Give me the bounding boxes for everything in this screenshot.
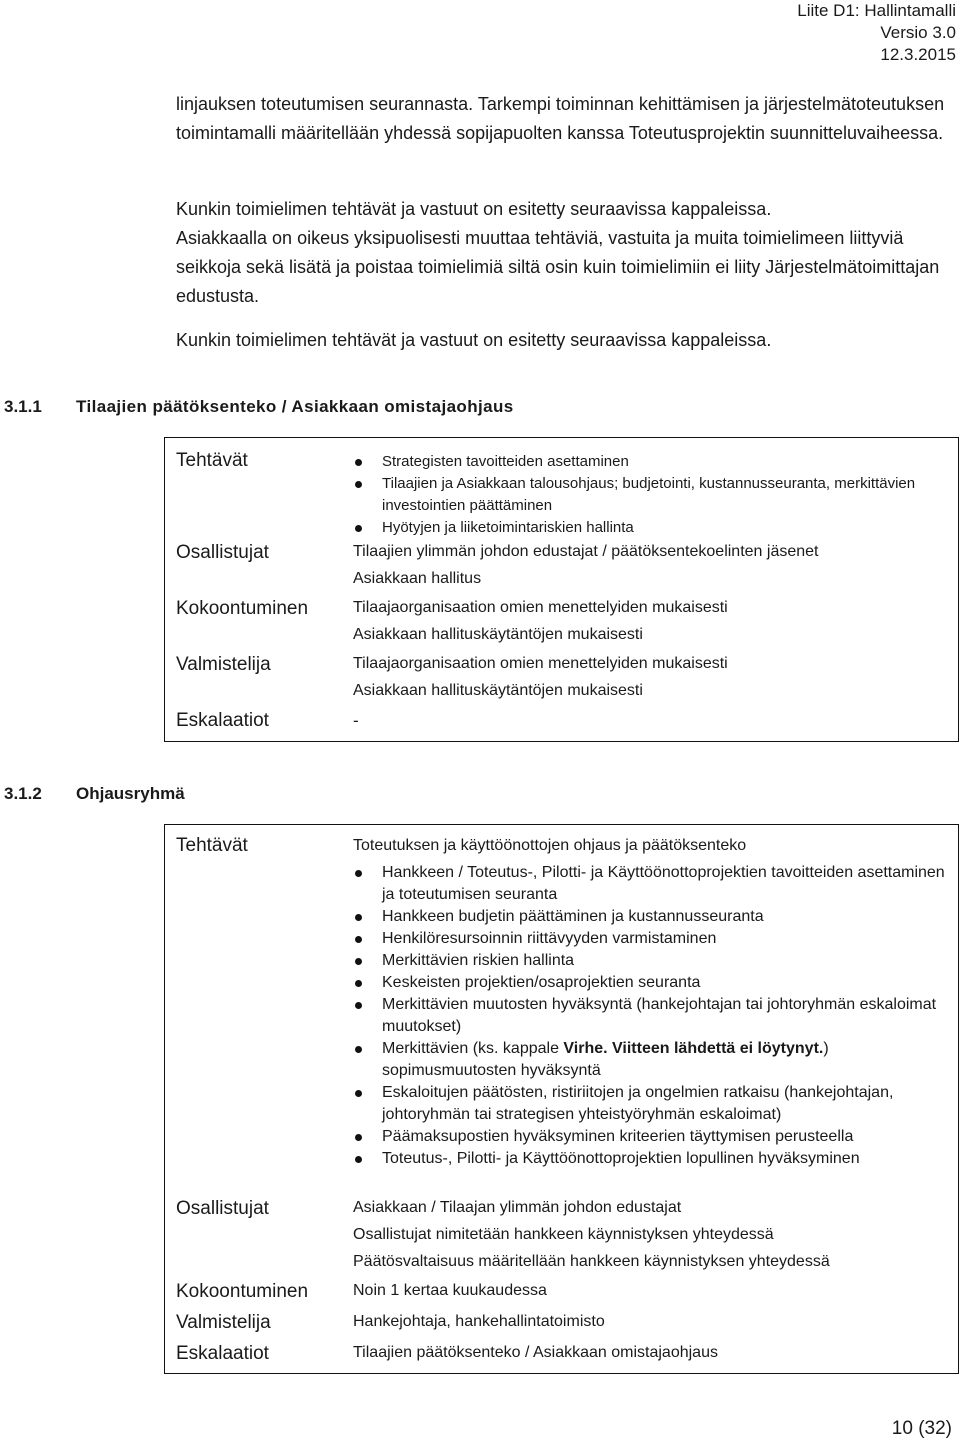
- label-osallistujat: Osallistujat: [176, 1198, 269, 1219]
- value-line: Noin 1 kertaa kuukaudessa: [353, 1282, 547, 1299]
- value-line: Tilaajaorganisaation omien menettelyiden mukaisesti: [353, 655, 728, 672]
- section-title: Ohjausryhmä: [76, 784, 185, 803]
- page-number: 10 (32): [891, 1418, 952, 1439]
- value-line: Osallistujat nimitetään hankkeen käynnistyksen yhteydessä: [353, 1226, 774, 1243]
- list-item: Toteutus-, Pilotti- ja Käyttöönottoprojektien lopullinen hyväksyminen: [353, 1148, 950, 1170]
- eskalaatiot-value: -: [353, 711, 359, 730]
- list-item: [353, 1038, 950, 1082]
- value-line: Tilaajaorganisaation omien menettelyiden mukaisesti: [353, 599, 728, 616]
- list-item: Hankkeen budjetin päättäminen ja kustannusseuranta: [353, 906, 950, 928]
- kokoontuminen-values: [353, 594, 950, 648]
- osallistujat-values: [353, 1194, 950, 1275]
- osallistujat-values: [353, 538, 950, 592]
- label-valmistelija: Valmistelija: [176, 1312, 271, 1333]
- paragraph-1: linjauksen toteutumisen seurannasta. Tarkempi toiminnan kehittämisen ja järjestelmätoteutuksen toimintamalli määritellään yhdessä sopijapuolten kanssa Toteutusprojektin suunnitteluvaiheessa.: [176, 94, 945, 143]
- reference-error: Virhe. Viitteen lähdettä ei löytynyt.: [563, 1040, 824, 1057]
- governance-table-2: [164, 824, 959, 1374]
- label-tehtavat: Tehtävät: [176, 835, 248, 856]
- governance-table-1: [164, 437, 959, 742]
- valmistelija-values: [353, 650, 950, 704]
- label-kokoontuminen: Kokoontuminen: [176, 1281, 309, 1302]
- value-line: Asiakkaan / Tilaajan ylimmän johdon edustajat: [353, 1199, 682, 1216]
- valmistelija-values: [353, 1308, 950, 1335]
- paragraph-3: Asiakkaalla on oikeus yksipuolisesti muuttaa tehtäviä, vastuita ja muita toimielimeen liittyviä seikkoja sekä lisätä ja poistaa toimielimiä siltä osin kuin toimielimiin ei liity Järjestelmätoimittajan edustusta.: [176, 228, 940, 306]
- header-date: 12.3.2015: [880, 45, 956, 64]
- value-line: Asiakkaan hallituskäytäntöjen mukaisesti: [353, 626, 643, 643]
- section-number: 3.1.1: [4, 397, 42, 416]
- value-line: Päätösvaltaisuus määritellään hankkeen käynnistyksen yhteydessä: [353, 1253, 830, 1270]
- kokoontuminen-values: [353, 1277, 950, 1304]
- value-line: Asiakkaan hallituskäytäntöjen mukaisesti: [353, 682, 643, 699]
- label-eskalaatiot: Eskalaatiot: [176, 710, 269, 731]
- tehtavat-list: [353, 451, 950, 539]
- list-item: Hankkeen / Toteutus-, Pilotti- ja Käyttöönottoprojektien tavoitteiden asettaminen ja toteutumisen seuranta: [353, 862, 950, 906]
- label-valmistelija: Valmistelija: [176, 654, 271, 675]
- list-item: Strategisten tavoitteiden asettaminen: [353, 451, 950, 473]
- tehtavat-intro: Toteutuksen ja käyttöönottojen ohjaus ja päätöksenteko: [353, 837, 747, 854]
- header-title: Liite D1: Hallintamalli: [797, 1, 956, 20]
- label-kokoontuminen: Kokoontuminen: [176, 598, 309, 619]
- header-version: Versio 3.0: [880, 23, 956, 42]
- value-line: Hankejohtaja, hankehallintatoimisto: [353, 1313, 605, 1330]
- paragraph-4: Kunkin toimielimen tehtävät ja vastuut on esitetty seuraavissa kappaleissa.: [176, 330, 772, 350]
- list-item: Päämaksupostien hyväksyminen kriteerien täyttymisen perusteella: [353, 1126, 950, 1148]
- list-item: Merkittävien muutosten hyväksyntä (hankejohtajan tai johtoryhmän eskaloimat muutokset): [353, 994, 950, 1038]
- paragraph-2: Kunkin toimielimen tehtävät ja vastuut on esitetty seuraavissa kappaleissa.: [176, 199, 772, 219]
- eskalaatiot-values: [353, 1339, 950, 1366]
- label-eskalaatiot: Eskalaatiot: [176, 1343, 269, 1364]
- list-item: Eskaloitujen päätösten, ristiriitojen ja ongelmien ratkaisu (hankejohtajan, johtoryhmän tai strategisen yhteistyöryhmän eskaloimat): [353, 1082, 950, 1126]
- section-heading-3-1-1: [4, 397, 514, 417]
- list-item: Keskeisten projektien/osaprojektien seuranta: [353, 972, 950, 994]
- label-tehtavat: Tehtävät: [176, 450, 248, 471]
- section-number: 3.1.2: [4, 784, 42, 803]
- list-item: Hyötyjen ja liiketoimintariskien hallinta: [353, 517, 950, 539]
- label-osallistujat: Osallistujat: [176, 542, 269, 563]
- list-item: Henkilöresursoinnin riittävyyden varmistaminen: [353, 928, 950, 950]
- value-line: Asiakkaan hallitus: [353, 570, 482, 587]
- document-header: [797, 0, 956, 66]
- list-item: Merkittävien riskien hallinta: [353, 950, 950, 972]
- ref-prefix: Merkittävien (ks. kappale: [382, 1040, 564, 1057]
- ref-suffix: ) sopimusmuutosten hyväksyntä: [382, 1040, 829, 1079]
- section-heading-3-1-2: [4, 784, 185, 804]
- section-title: Tilaajien päätöksenteko / Asiakkaan omistajaohjaus: [76, 397, 514, 416]
- value-line: Tilaajien ylimmän johdon edustajat / päätöksentekoelinten jäsenet: [353, 543, 819, 560]
- tehtavat-values: [353, 835, 950, 1170]
- value-line: Tilaajien päätöksenteko / Asiakkaan omistajaohjaus: [353, 1344, 718, 1361]
- tehtavat-list: [353, 862, 950, 1170]
- list-item: Tilaajien ja Asiakkaan talousohjaus; budjetointi, kustannusseuranta, merkittävien investointien päättäminen: [353, 473, 950, 517]
